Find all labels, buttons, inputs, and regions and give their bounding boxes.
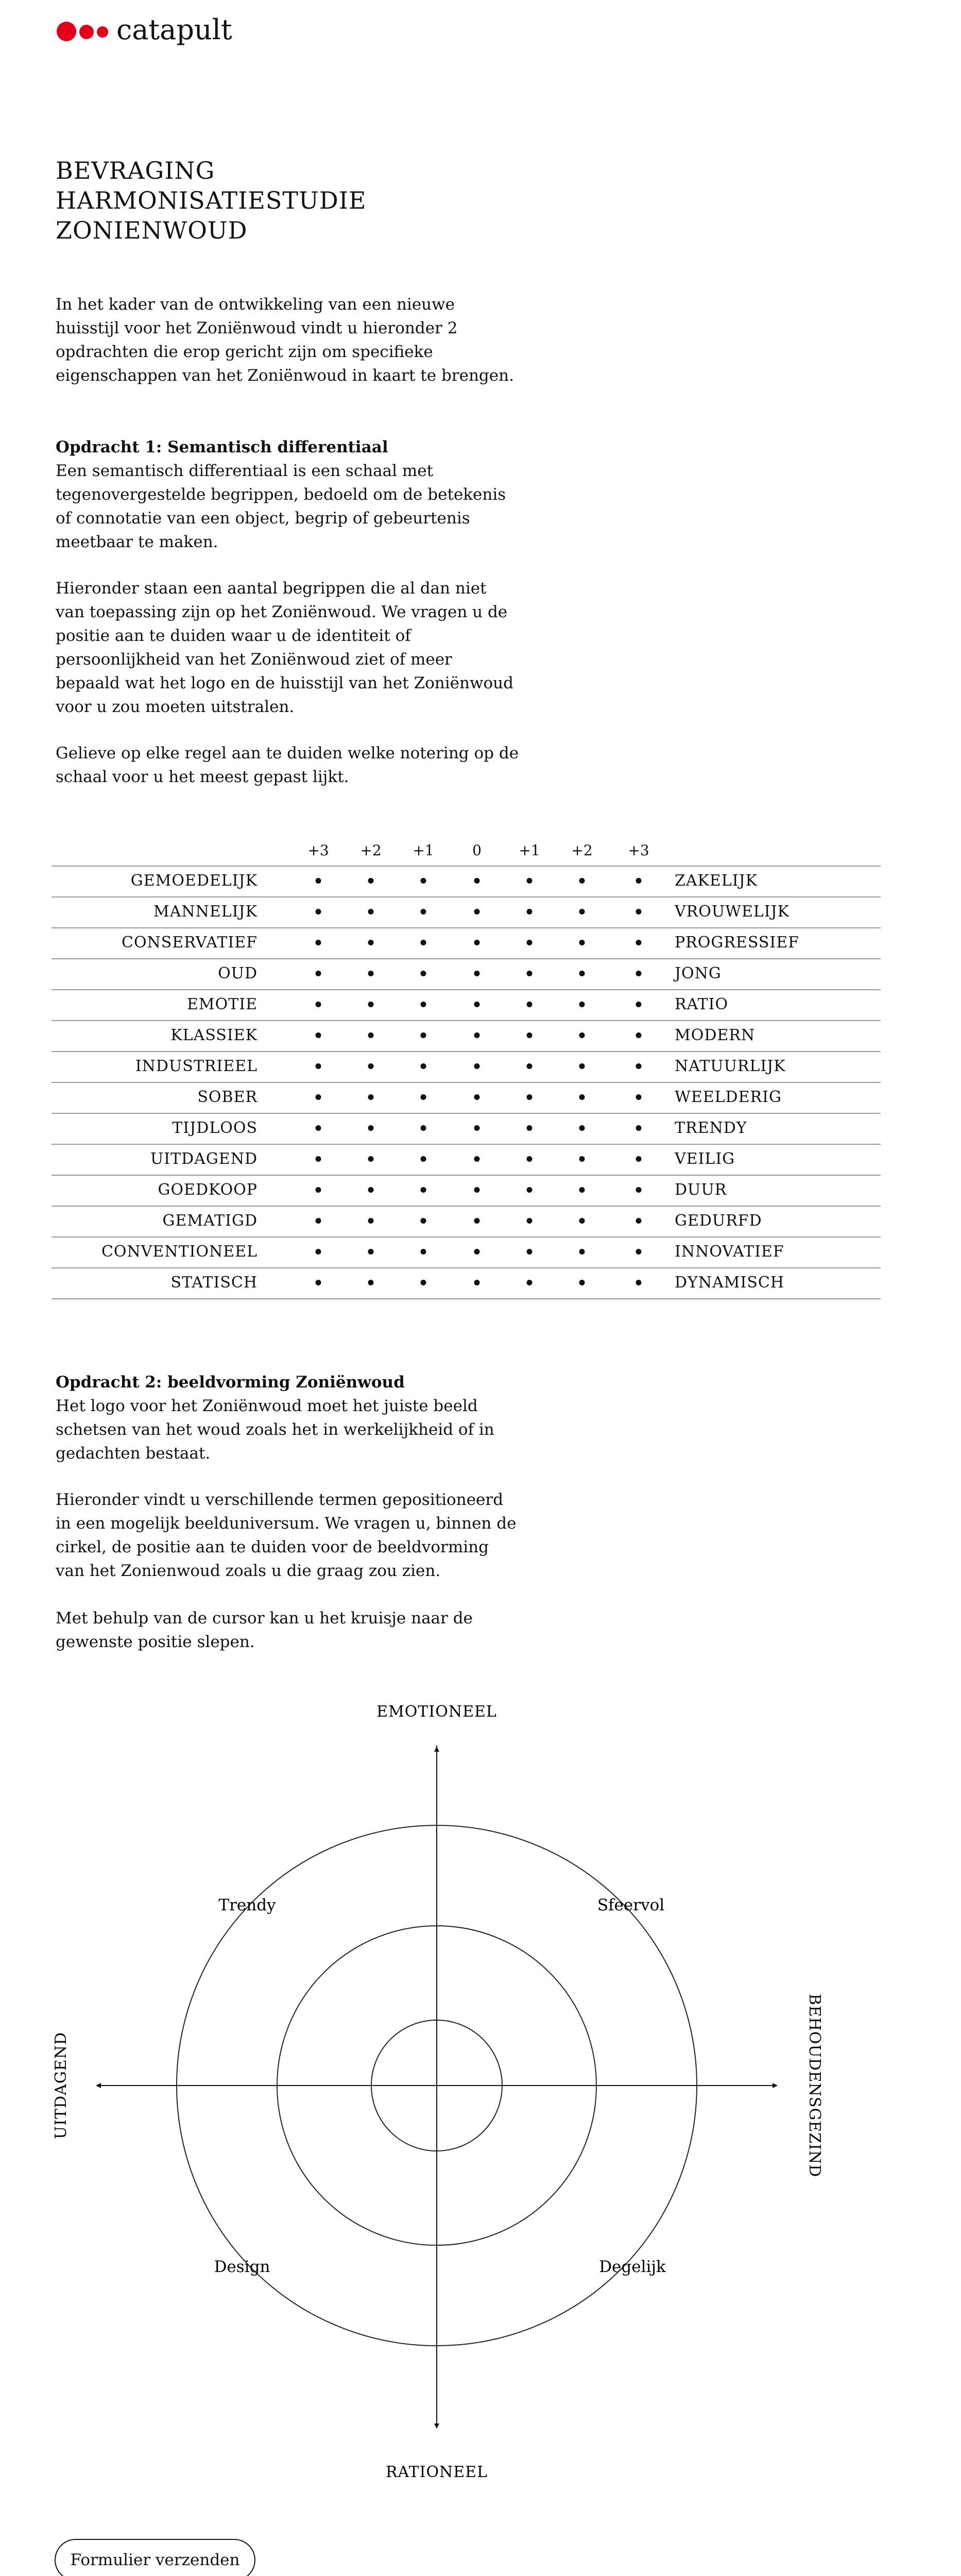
scale-left-term: INDUSTRIEEL — [135, 1057, 258, 1075]
logo-dot-large — [57, 22, 76, 41]
scale-radio[interactable] — [579, 1249, 585, 1255]
scale-row — [52, 1083, 881, 1114]
axis-label-bottom: RATIONEEL — [385, 2463, 488, 2481]
scale-right-term: VROUWELIJK — [675, 903, 790, 921]
scale-radio[interactable] — [316, 1218, 321, 1224]
scale-radio[interactable] — [474, 1125, 480, 1131]
catapult-logo — [57, 12, 232, 48]
scale-radio[interactable] — [579, 1032, 585, 1038]
scale-right-term: NATUURLIJK — [675, 1057, 786, 1075]
opdracht1-paragraph-3: Gelieve op elke regel aan te duiden welke notering op de schaal voor u het meest gepast lijkt. — [56, 744, 519, 786]
scale-header-row — [52, 835, 881, 866]
scale-point-label: +1 — [413, 842, 434, 859]
scale-left-term: EMOTIE — [187, 995, 258, 1013]
scale-radio[interactable] — [421, 1249, 426, 1255]
scale-radio[interactable] — [579, 1094, 585, 1100]
scale-right-term: MODERN — [675, 1026, 756, 1044]
opdracht2-heading: Opdracht 2: beeldvorming Zoniënwoud — [56, 1373, 405, 1392]
opdracht2-paragraph-1: Het logo voor het Zoniënwoud moet het juiste beeld schetsen van het woud zoals het in werkelijkheid of in gedachten bestaat. — [56, 1397, 494, 1463]
scale-radio[interactable] — [316, 1063, 321, 1069]
quadrant-label-bottom-right: Degelijk — [599, 2258, 666, 2276]
scale-radio[interactable] — [474, 1156, 480, 1162]
scale-radio[interactable] — [636, 1156, 642, 1162]
scale-radio[interactable] — [316, 940, 321, 945]
scale-row — [52, 1114, 881, 1145]
scale-right-term: GEDURFD — [675, 1212, 762, 1230]
logo-dot-medium — [79, 25, 94, 39]
scale-right-term: INNOVATIEF — [675, 1243, 784, 1261]
scale-radio[interactable] — [579, 1218, 585, 1224]
scale-radio[interactable] — [421, 1094, 426, 1100]
opdracht1-heading: Opdracht 1: Semantisch differentiaal — [56, 438, 388, 456]
scale-radio[interactable] — [474, 909, 480, 914]
scale-row — [52, 1052, 881, 1083]
scale-point-label: +1 — [519, 842, 540, 859]
scale-row — [52, 866, 881, 897]
scale-radio[interactable] — [527, 1063, 533, 1069]
scale-radio[interactable] — [527, 909, 533, 914]
scale-radio[interactable] — [579, 1280, 585, 1285]
scale-radio[interactable] — [527, 1156, 533, 1162]
title-line-2: HARMONISATIESTUDIE — [56, 187, 367, 214]
scale-rows — [52, 866, 881, 1299]
scale-radio[interactable] — [579, 1002, 585, 1007]
scale-point-label: 0 — [472, 842, 482, 859]
scale-radio[interactable] — [527, 971, 533, 976]
scale-radio[interactable] — [421, 1156, 426, 1162]
scale-radio[interactable] — [316, 1094, 321, 1100]
scale-radio[interactable] — [316, 878, 321, 884]
scale-radio[interactable] — [636, 909, 642, 914]
scale-radio[interactable] — [636, 1218, 642, 1224]
scale-radio[interactable] — [368, 878, 374, 884]
scale-row — [52, 1268, 881, 1299]
submit-button[interactable]: Formulier verzenden — [55, 2539, 255, 2576]
opdracht2-paragraph-2: Hieronder vindt u verschillende termen gepositioneerd in een mogelijk beelduniversum. We vragen u, binnen de cirkel, de positie aan te duiden voor de beeldvorming van het Zonienwoud zoals u die graag zou zien. — [56, 1490, 517, 1580]
scale-left-term: STATISCH — [170, 1274, 258, 1292]
scale-radio[interactable] — [421, 971, 426, 976]
scale-radio[interactable] — [474, 1032, 480, 1038]
scale-radio[interactable] — [316, 1280, 321, 1285]
scale-radio[interactable] — [527, 1032, 533, 1038]
intro-text: In het kader van de ontwikkeling van een nieuwe huisstijl voor het Zoniënwoud vindt u hieronder 2 opdrachten die erop gericht zijn om specifieke eigenschappen van het Zoniënwoud in kaart te brengen. — [56, 295, 514, 385]
scale-left-term: UITDAGEND — [150, 1150, 258, 1168]
scale-right-term: ZAKELIJK — [675, 872, 758, 890]
scale-radio[interactable] — [527, 1187, 533, 1193]
scale-radio[interactable] — [421, 1063, 426, 1069]
scale-radio[interactable] — [368, 940, 374, 945]
scale-radio[interactable] — [368, 1032, 374, 1038]
scale-point-label: +2 — [571, 842, 593, 859]
scale-radio[interactable] — [368, 1002, 374, 1007]
scale-left-term: SOBER — [197, 1088, 258, 1106]
scale-radio[interactable] — [527, 1218, 533, 1224]
title-line-3: ZONIENWOUD — [56, 216, 248, 244]
scale-left-term: TIJDLOOS — [172, 1119, 258, 1137]
scale-radio[interactable] — [474, 971, 480, 976]
scale-radio[interactable] — [316, 1249, 321, 1255]
scale-left-term: KLASSIEK — [170, 1026, 258, 1044]
quadrant-label-bottom-left: Design — [214, 2258, 270, 2276]
axis-label-left: UITDAGEND — [52, 2031, 70, 2140]
scale-row — [52, 1145, 881, 1176]
title-line-1: BEVRAGING — [56, 157, 215, 184]
scale-radio[interactable] — [527, 1125, 533, 1131]
image-universe[interactable] — [0, 1680, 961, 2494]
logo-wordmark: catapult — [116, 13, 232, 46]
scale-radio[interactable] — [368, 909, 374, 914]
scale-radio[interactable] — [527, 878, 533, 884]
scale-radio[interactable] — [579, 1187, 585, 1193]
scale-left-term: CONSERVATIEF — [122, 934, 258, 952]
scale-radio[interactable] — [368, 1187, 374, 1193]
scale-radio[interactable] — [636, 878, 642, 884]
scale-radio[interactable] — [636, 1063, 642, 1069]
scale-radio[interactable] — [368, 971, 374, 976]
scale-radio[interactable] — [579, 1156, 585, 1162]
axis-label-top: EMOTIONEEL — [376, 1703, 497, 1721]
opdracht2-paragraph-3: Met behulp van de cursor kan u het kruisje naar de gewenste positie slepen. — [56, 1609, 473, 1651]
scale-radio[interactable] — [579, 909, 585, 914]
scale-radio[interactable] — [527, 1094, 533, 1100]
scale-row — [52, 959, 881, 990]
scale-radio[interactable] — [474, 940, 480, 945]
scale-row — [52, 1176, 881, 1207]
scale-right-term: TRENDY — [675, 1119, 747, 1137]
scale-radio[interactable] — [368, 1156, 374, 1162]
scale-radio[interactable] — [316, 909, 321, 914]
scale-radio[interactable] — [316, 1187, 321, 1193]
scale-radio[interactable] — [636, 971, 642, 976]
scale-row — [52, 1021, 881, 1052]
scale-right-term: WEELDERIG — [675, 1088, 782, 1106]
quadrant-label-top-left: Trendy — [218, 1896, 276, 1914]
scale-radio[interactable] — [421, 1218, 426, 1224]
scale-radio[interactable] — [368, 1249, 374, 1255]
scale-right-term: VEILIG — [675, 1150, 735, 1168]
scale-row — [52, 1238, 881, 1268]
scale-radio[interactable] — [421, 1280, 426, 1285]
scale-radio[interactable] — [368, 1218, 374, 1224]
scale-radio[interactable] — [527, 1249, 533, 1255]
scale-radio[interactable] — [636, 1002, 642, 1007]
scale-radio[interactable] — [316, 1032, 321, 1038]
scale-left-term: OUD — [218, 964, 258, 982]
opdracht1-paragraph-2: Hieronder staan een aantal begrippen die al dan niet van toepassing zijn op het Zoniënwoud. We vragen u de positie aan te duiden waar u de identiteit of persoonlijkheid van het Zoniënwoud ziet of meer bepaald wat het logo en de huisstijl van het Zoniënwoud voor u zou moeten uitstralen. — [56, 579, 513, 716]
scale-radio[interactable] — [421, 1187, 426, 1193]
scale-left-term: GEMOEDELIJK — [130, 872, 258, 890]
scale-radio[interactable] — [636, 1125, 642, 1131]
scale-radio[interactable] — [474, 1218, 480, 1224]
scale-radio[interactable] — [579, 878, 585, 884]
scale-radio[interactable] — [316, 1002, 321, 1007]
scale-point-label: +3 — [307, 842, 329, 859]
scale-radio[interactable] — [527, 940, 533, 945]
scale-radio[interactable] — [579, 971, 585, 976]
semantic-differential — [52, 835, 881, 1299]
scale-point-label: +3 — [628, 842, 649, 859]
page-title — [56, 156, 366, 245]
scale-row — [52, 990, 881, 1021]
scale-right-term: RATIO — [675, 995, 729, 1013]
scale-radio[interactable] — [474, 878, 480, 884]
scale-row — [52, 1207, 881, 1238]
axis-label-right: BEHOUDENSGEZIND — [805, 1993, 823, 2178]
scale-radio[interactable] — [636, 1249, 642, 1255]
scale-right-term: DUUR — [675, 1181, 727, 1199]
scale-radio[interactable] — [636, 1187, 642, 1193]
scale-radio[interactable] — [421, 878, 426, 884]
scale-radio[interactable] — [421, 909, 426, 914]
scale-right-term: JONG — [675, 964, 722, 982]
scale-radio[interactable] — [474, 1280, 480, 1285]
scale-radio[interactable] — [474, 1063, 480, 1069]
scale-radio[interactable] — [316, 1125, 321, 1131]
scale-row — [52, 897, 881, 928]
scale-row — [52, 928, 881, 959]
opdracht1-paragraph-1: Een semantisch differentiaal is een schaal met tegenovergestelde begrippen, bedoeld om de betekenis of connotatie van een object, begrip of gebeurtenis meetbaar te maken. — [56, 462, 506, 551]
scale-radio[interactable] — [316, 971, 321, 976]
scale-radio[interactable] — [368, 1063, 374, 1069]
scale-radio[interactable] — [527, 1280, 533, 1285]
scale-radio[interactable] — [368, 1280, 374, 1285]
scale-radio[interactable] — [368, 1094, 374, 1100]
scale-point-label: +2 — [360, 842, 382, 859]
quadrant-label-top-right: Sfeervol — [597, 1896, 665, 1914]
scale-left-term: GEMATIGD — [162, 1212, 258, 1230]
scale-radio[interactable] — [474, 1002, 480, 1007]
scale-radio[interactable] — [579, 1063, 585, 1069]
scale-left-term: CONVENTIONEEL — [101, 1243, 258, 1261]
scale-radio[interactable] — [421, 940, 426, 945]
scale-left-term: MANNELIJK — [153, 903, 258, 921]
scale-radio[interactable] — [421, 1032, 426, 1038]
scale-radio[interactable] — [636, 1280, 642, 1285]
scale-radio[interactable] — [474, 1249, 480, 1255]
scale-radio[interactable] — [579, 940, 585, 945]
scale-right-term: DYNAMISCH — [675, 1274, 785, 1292]
scale-left-term: GOEDKOOP — [158, 1181, 258, 1199]
scale-radio[interactable] — [474, 1187, 480, 1193]
scale-radio[interactable] — [527, 1002, 533, 1007]
scale-radio[interactable] — [368, 1125, 374, 1131]
logo-dot-small — [97, 26, 108, 38]
scale-radio[interactable] — [636, 940, 642, 945]
scale-radio[interactable] — [579, 1125, 585, 1131]
scale-radio[interactable] — [316, 1156, 321, 1162]
scale-radio[interactable] — [421, 1125, 426, 1131]
scale-right-term: PROGRESSIEF — [675, 934, 799, 952]
scale-radio[interactable] — [421, 1002, 426, 1007]
scale-radio[interactable] — [636, 1032, 642, 1038]
scale-radio[interactable] — [636, 1094, 642, 1100]
scale-radio[interactable] — [474, 1094, 480, 1100]
universe-diagram[interactable] — [0, 1680, 961, 2494]
